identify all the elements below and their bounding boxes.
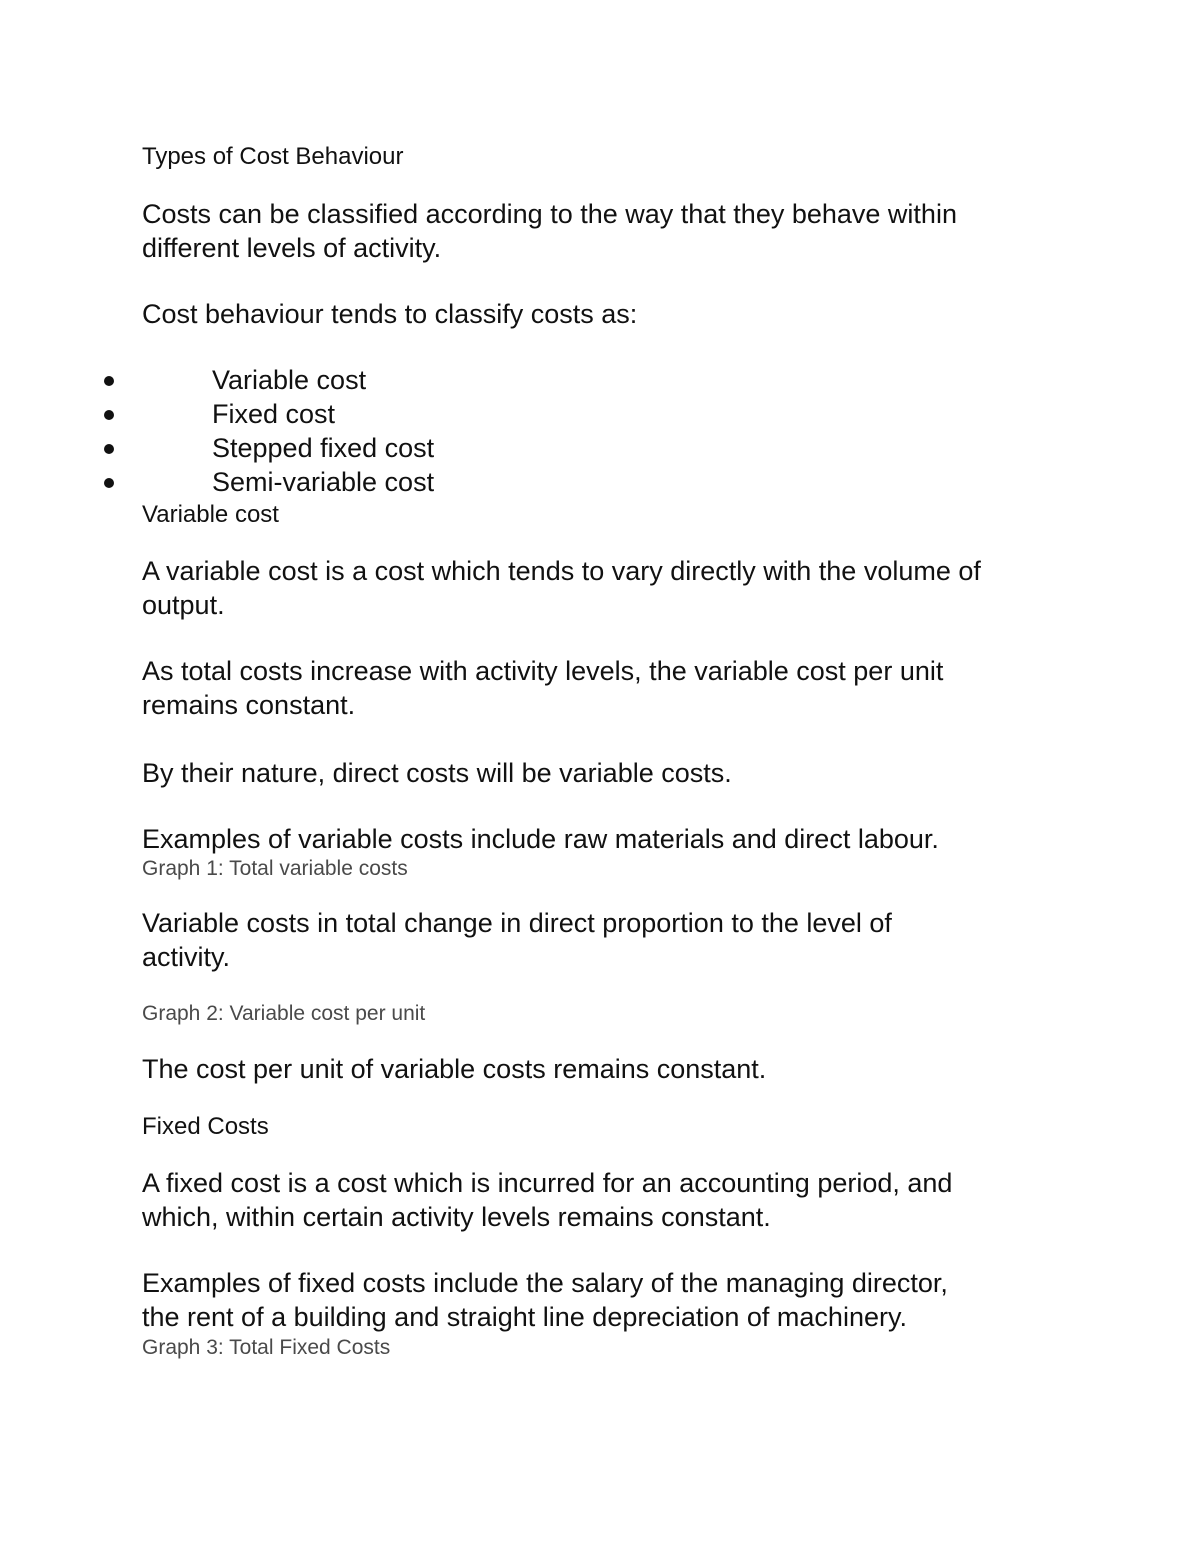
graph-3-caption: Graph 3: Total Fixed Costs — [142, 1336, 391, 1359]
intro-paragraph-line-2: different levels of activity. — [142, 233, 442, 263]
fixed-examples-line-1: Examples of fixed costs include the salary of the managing director, — [142, 1268, 948, 1298]
graph-2-caption: Graph 2: Variable cost per unit — [142, 1002, 426, 1025]
heading-fixed-costs: Fixed Costs — [142, 1113, 269, 1140]
bullet-icon — [104, 444, 114, 454]
graph-1-caption: Graph 1: Total variable costs — [142, 857, 408, 880]
heading-types-of-cost-behaviour: Types of Cost Behaviour — [142, 143, 404, 170]
list-item — [0, 397, 1200, 431]
direct-costs-paragraph: By their nature, direct costs will be variable costs. — [142, 758, 732, 788]
intro-paragraph-line-1: Costs can be classified according to the way that they behave within — [142, 199, 957, 229]
fixed-definition-line-2: which, within certain activity levels remains constant. — [142, 1202, 771, 1232]
variable-definition-line-1: A variable cost is a cost which tends to vary directly with the volume of — [142, 556, 981, 586]
variable-per-unit-line-2: remains constant. — [142, 690, 356, 720]
list-item — [0, 363, 1200, 397]
fixed-definition-line-1: A fixed cost is a cost which is incurred for an accounting period, and — [142, 1168, 953, 1198]
classify-paragraph: Cost behaviour tends to classify costs as: — [142, 299, 638, 329]
list-item-label: Variable cost — [212, 365, 367, 395]
variable-total-line-1: Variable costs in total change in direct proportion to the level of — [142, 908, 892, 938]
variable-examples-paragraph: Examples of variable costs include raw materials and direct labour. — [142, 824, 939, 854]
variable-definition-line-2: output. — [142, 590, 225, 620]
variable-per-unit-line-1: As total costs increase with activity levels, the variable cost per unit — [142, 656, 944, 686]
list-item-label: Fixed cost — [212, 399, 336, 429]
bullet-icon — [104, 478, 114, 488]
list-item-label: Semi-variable cost — [212, 467, 435, 497]
list-item — [0, 465, 1200, 499]
heading-variable-cost: Variable cost — [142, 501, 279, 528]
list-item-label: Stepped fixed cost — [212, 433, 435, 463]
fixed-examples-line-2: the rent of a building and straight line depreciation of machinery. — [142, 1302, 907, 1332]
per-unit-constant-paragraph: The cost per unit of variable costs remains constant. — [142, 1054, 767, 1084]
variable-total-line-2: activity. — [142, 942, 231, 972]
bullet-icon — [104, 410, 114, 420]
bullet-icon — [104, 376, 114, 386]
list-item — [0, 431, 1200, 465]
